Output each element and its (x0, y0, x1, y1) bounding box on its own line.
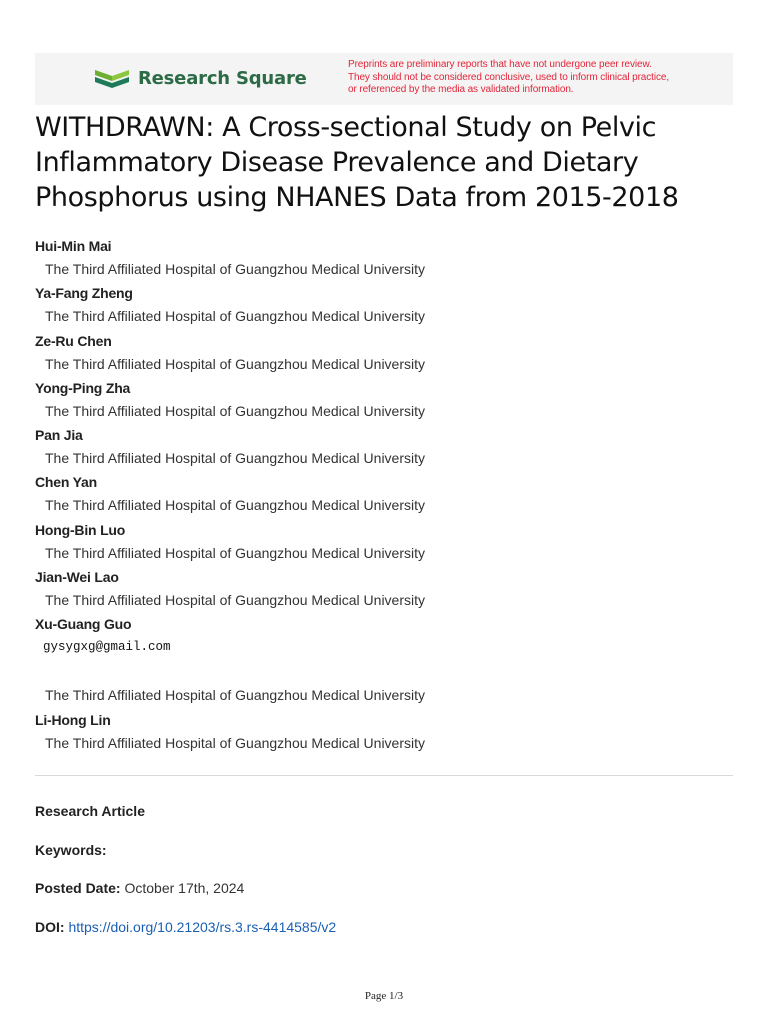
author-name: Xu-Guang Guo (35, 616, 132, 633)
doi-link[interactable]: https://doi.org/10.21203/rs.3.rs-4414585/v2 (68, 919, 337, 935)
notice-line: Preprints are preliminary reports that have not undergone peer review. (348, 59, 652, 70)
logo-text: Research Square (138, 68, 307, 89)
author-entry (35, 472, 735, 519)
paper-title (35, 110, 735, 215)
author-affiliation: The Third Affiliated Hospital of Guangzhou Medical University (45, 497, 426, 514)
author-affiliation: The Third Affiliated Hospital of Guangzhou Medical University (45, 734, 426, 751)
author-name: Hong-Bin Luo (35, 521, 126, 538)
posted-date-line (35, 878, 244, 898)
author-affiliation: The Third Affiliated Hospital of Guangzhou Medical University (45, 544, 426, 561)
page-number: Page 1/3 (364, 990, 404, 1002)
research-square-logo-icon (92, 64, 132, 94)
author-entry (35, 331, 735, 378)
keywords-line (35, 840, 107, 860)
author-entry (35, 567, 735, 614)
author-name: Yong-Ping Zha (35, 379, 131, 396)
doi-line (35, 917, 336, 937)
title-line: Inflammatory Disease Prevalence and Dietary (35, 147, 639, 178)
author-entry (35, 236, 735, 283)
preprint-notice (348, 59, 708, 97)
spacer (35, 660, 735, 682)
author-name: Jian-Wei Lao (35, 569, 119, 586)
author-affiliation: The Third Affiliated Hospital of Guangzhou Medical University (45, 450, 426, 467)
article-type-label: Research Article (35, 803, 145, 819)
notice-line: or referenced by the media as validated information. (348, 84, 574, 95)
author-name: Pan Jia (35, 427, 83, 444)
title-line: Phosphorus using NHANES Data from 2015-2018 (35, 182, 679, 213)
author-entry (35, 425, 735, 472)
posted-date-label: Posted Date: (35, 880, 121, 896)
author-entry (35, 520, 735, 567)
author-affiliation: The Third Affiliated Hospital of Guangzhou Medical University (45, 308, 426, 325)
author-entry (35, 710, 735, 757)
section-divider (35, 775, 733, 776)
author-affiliation: The Third Affiliated Hospital of Guangzhou Medical University (45, 355, 426, 372)
author-name: Chen Yan (35, 474, 97, 491)
author-email[interactable]: gysygxg@gmail.com (43, 640, 171, 655)
notice-line: They should not be considered conclusive, used to inform clinical practice, (348, 71, 670, 83)
research-square-logo[interactable] (92, 64, 307, 94)
title-line: WITHDRAWN: A Cross-sectional Study on Pelvic (35, 112, 657, 143)
author-name: Hui-Min Mai (35, 238, 112, 254)
author-list (35, 236, 735, 757)
author-affiliation: The Third Affiliated Hospital of Guangzhou Medical University (45, 261, 426, 277)
posted-date-value: October 17th, 2024 (124, 880, 245, 896)
author-entry (35, 378, 735, 425)
author-affiliation: The Third Affiliated Hospital of Guangzhou Medical University (45, 687, 426, 704)
author-name: Li-Hong Lin (35, 711, 111, 728)
article-type (35, 801, 145, 821)
author-name: Ya-Fang Zheng (35, 285, 133, 302)
doi-label: DOI: (35, 919, 65, 935)
author-entry (35, 614, 735, 709)
author-entry (35, 283, 735, 330)
author-affiliation: The Third Affiliated Hospital of Guangzhou Medical University (45, 592, 426, 609)
author-affiliation: The Third Affiliated Hospital of Guangzhou Medical University (45, 402, 426, 419)
author-name: Ze-Ru Chen (35, 332, 112, 349)
keywords-label: Keywords: (35, 842, 107, 858)
